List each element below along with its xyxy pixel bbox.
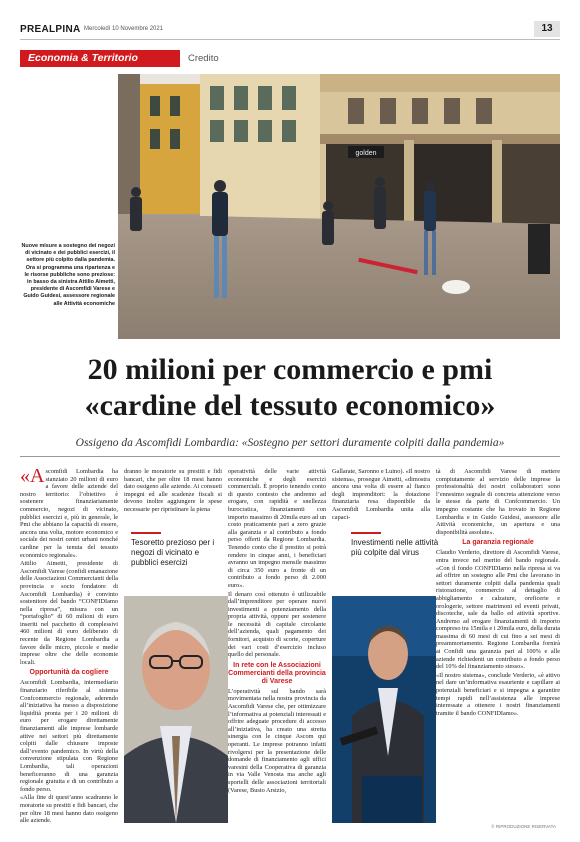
section-band [20, 50, 560, 67]
article-column-4 [332, 468, 430, 530]
pull-quote-text: Investimenti nelle attività più colpite dal virus [351, 538, 439, 557]
copyright-notice: © RIPRODUZIONE RISERVATA [491, 824, 556, 829]
street-scene-illustration [118, 74, 560, 339]
portrait-guido-guidesi [332, 596, 436, 823]
shop-sign: golden [355, 150, 377, 157]
section-subheading: Opportunità da cogliere [29, 669, 109, 677]
section-name[interactable]: Economia & Territorio [20, 50, 180, 67]
pull-quote [131, 532, 221, 568]
article-column-5 [436, 468, 560, 823]
article-paragraph: Claudio Verderio, direttore di Ascomfidi Varese, entra invece nel merito del bando regionale. «Con il fondo CONFIDIamo nella ripresa si va ad offrire un sostegno alle Pmi che lavorano in settori duramente colpiti dalla pandemia quali ristorazione, commercio al dettaglio di abbigliamento e calzature, oreficerie e orologerie, settore matrimoni ed eventi privati, discoteche, sale da ballo ed attività sportive. Andremo ad erogare finanziamenti di importo compreso tra 15mila e i 20mila euro, della durata massima di 60 mesi di cui fino a sei mesi di preammortamento. Regione Lombardia fornirà ai Confidi una garanzia pari al 100% e alle aziende richiedenti un contributo a fondo perso del 10% del finanziamento stesso». [436, 549, 560, 671]
pull-quote-accent [351, 532, 381, 534]
subheadline: Ossigeno da Ascomfidi Lombardia: «Sostegno per settori duramente colpiti dalla pandemia» [75, 437, 505, 449]
portrait-illustration [332, 596, 436, 823]
pull-quote-text: Tesoretto prezioso per i negozi di vicinato e pubblici esercizi [131, 538, 215, 567]
issue-date: Mercoledì 10 Novembre 2021 [84, 26, 164, 32]
article-paragraph: operatività delle varie attività economiche e degli esercizi commerciali. È proprio tenendo conto di questo contesto che andremo ad erogare, con rapidità e snellezza burocratica, finanziamenti con importo massimo di 20mila euro ad un costo praticamente pari a zero grazie alla garanzia e al contributo a fondo perso offerti da Regione Lombardia. Tenendo conto che il prestito si potrà rendere in cinque anni, i beneficiari avranno un impegno mensile massimo di circa 350 euro a fronte di un contributo a fondo perso di 2.000 euro». [228, 468, 326, 589]
article-paragraph: Ascomfidi Lombardia, intermediario finanziario riferibile al sistema Confcommercio regionale, aderendo all’iniziativa ha messo a disposizione liquidità pronta per i 20 milioni di euro per erogare direttamente finanziamenti alle imprese lombarde attive nei settori più direttamente colpiti dalle chiusure imposte dall’evento pandemico. In virtù della convenzione stipulata con Regione Lombardia, tali operazioni beneficeranno di una garanzia regionale gratuita e di un contributo a fondo perso. [20, 679, 118, 793]
article-column-1 [20, 468, 118, 823]
section-subheading: In rete con le Associazioni Commercianti della provincia di Varese [228, 661, 326, 685]
pull-quote-accent [131, 532, 161, 534]
article-column-2 [124, 468, 222, 530]
article-paragraph: tà di Ascomfidi Varese di mettere compiutamente al servizio delle imprese la professionalità dei nostri collaboratori sono l’ennesimo segnale di concreta attenzione verso le stesse da parte di Confcommercio. Un impegno costante che ha trovato in Regione Lombardia e in Guido Guidesi, assessore alle Attività economiche, un apertura e una disponibilità assolute». [436, 468, 560, 536]
article-paragraph: Il denaro così ottenuto è utilizzabile dall’imprenditore per operare nuovi investimenti a potenziamento della propria attività, oppure per sostenere le necessità di capitale circolante dell’azienda, quali pagamento dei fornitori, acquisto di scorte, coperture dei vari costi d’esercizio incluso quello del personale. [228, 590, 326, 659]
article-paragraph: dranno le moratorie su prestiti e fidi bancari, che per oltre 18 mesi hanno dato ossigeno alle aziende. Ai consueti impegni ed alle scadenze fiscali si devono inoltre aggiungere le spese necessarie per ripristinare la piena [124, 468, 222, 513]
article-paragraph: «Ascomfidi Lombardia ha stanziato 20 milioni di euro a favore delle aziende del nostro territorio: l’obiettivo è sostenere finanziariamente commercio, negozi di vicinato, pubblici esercizi e, più in generale, le Pmi che abbiano la capacità di essere, ancora una volta, motore economico e sociale dei nostri centri urbani nonché cardine per la tenuta del tessuto economico regionale». [20, 468, 118, 559]
headline-line-1: 20 milioni per commercio e pmi [87, 353, 493, 386]
article-paragraph: «Alla fine di quest’anno scadranno le moratorie su prestiti e fidi bancari, che per oltre 18 mesi hanno dato ossigeno alle aziende. [20, 794, 118, 823]
newspaper-logo[interactable]: PREALPINA [20, 24, 81, 35]
page-number: 13 [534, 21, 560, 37]
section-subheading: La garanzia regionale [462, 539, 534, 547]
section-subtopic[interactable]: Credito [188, 53, 219, 64]
headline-line-2: «cardine del tessuto economico» [84, 389, 496, 422]
headline [20, 352, 560, 424]
photo-caption: Nuove misure a sostegno dei negozi di vicinato e dei pubblici esercizi, il settore più colpito dalla pandemia. Ora si programma una ripartenza e le risorse pubbliche sono preziose: in basso da sinistra Attilio Aimetti, presidente di Ascomfidi Varese e Guido Guidesi, assessore regionale alle Attività economiche [21, 243, 115, 307]
drop-cap: «A [20, 468, 45, 487]
pull-quote [351, 532, 441, 558]
portrait-illustration [124, 596, 228, 823]
article-paragraph: «Il nostro sistema», conclude Verderio, «è attivo nel dare un’informativa esauriente e capillare ai potenziali beneficiari e si impegna a garantire tempi rapidi nell’assistenza alle imprese interessate a ottenere i nostri finanziamenti tramite il bando CONFIDIamo». [436, 671, 560, 717]
masthead [20, 24, 560, 40]
article-paragraph: Attilio Aimetti, presidente di Ascomfidi Varese (confidi emanazione delle Associazioni Commercianti della provincia e socio fondatore di Ascomfidi Lombardia) è convinto sostenitore del bando “CONFIDIamo nella ripresa”, misura con un “portafoglio” di 60 milioni di euro inseriti nel pacchetto di complessivi 460 milioni di euro deliberato di recente da Regione Lombardia a favore delle micro, piccole e medie imprese oltre che delle economie locali. [20, 560, 118, 666]
article-paragraph: Gallarate, Saronno e Luino). «Il nostro sistema», prosegue Aimetti, «dimostra ancora una volta di essere al fianco degli imprenditori: la dotazione finanziaria resa disponibile da Ascomfidi Lombardia unita alla capaci- [332, 468, 430, 521]
portrait-attilio-aimetti [124, 596, 228, 823]
street-photo [118, 74, 560, 339]
article-paragraph: L’operatività sul bando sarà movimentata nella nostra provincia da Ascomfidi Varese che, per ottimizzare l’informativa ai potenziali interessati e offrire adeguate procedure di accesso all’iniziativa, ha creato una stretta sinergia con le cinque Ascom qui operanti. Le imprese potranno infatti rivolgersi per la presentazione delle domande di finanziamento agli uffici varesini della Cooperativa di garanzia in via Valle Venosta ma anche agli sportelli delle associazioni territoriali (Varese, Busto Arsizio, [228, 687, 326, 794]
headline-divider [20, 456, 560, 457]
article-column-3 [228, 468, 326, 823]
